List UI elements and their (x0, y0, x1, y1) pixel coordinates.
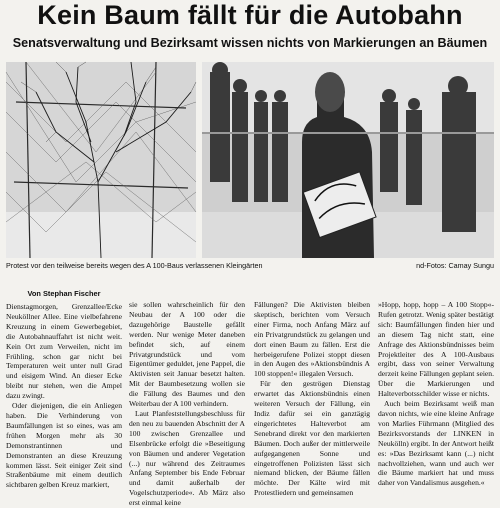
article-column-1 (6, 302, 122, 490)
article-column-4 (378, 300, 494, 488)
paragraph: sie sollen wahrscheinlich für den Neubau der A 100 oder die dazugehörige Baustelle gefällt werden. Nur wenige Meter daneben befindet sich, auf einem Privatgrundstück und vom Eigentümer geduldet, jene Pappel, die Aktivisten seit Januar besetzt halten. Mit der Baumbesetzung wollen sie die Fällung des Baumes und den Weiterbau der A 100 verhindern. (129, 300, 245, 409)
paragraph: Laut Planfeststellungsbeschluss für den neu zu bauenden Abschnitt der A 100 zwischen Grenzallee und Elsenbrücke erfolgt die »Beseitigung von Bäumen und anderer Vegetation (...) nur während des Zeitraumes Anfang September bis Ende Februar und damit außerhalb der Vogelschutzperiode«. Ab März also erst einmal keine (129, 408, 245, 508)
article-headline: Kein Baum fällt für die Autobahn (37, 0, 463, 30)
paragraph: Oder diejenigen, die ein Anliegen haben. Die Verhinderung von Baumfällungen ist so eines, was am frühen Morgen mehr als 30 Demonstrantinnen und Demonstranten an diese Kreuzung kommen lässt. Seit einiger Zeit sind Straßenbäume mit einem deutlich sichtbaren gelben Kreuz markiert, (6, 401, 122, 490)
article-column-2 (129, 300, 245, 508)
paragraph: »Hopp, hopp, hopp – A 100 Stopp«-Rufen getrotzt. Wenig später bestätigt sich: Baumfällungen finden hier und an diesem Tag nicht statt, eine Anfrage des Aktionsbündnisses beim Projektleiter des A 100-Ausbaus ergibt, dass von seiner Verwaltung derzeit keine Fällungen geplant seien. Über die Markierungen und Halteverbotsschilder wisse er nichts. (378, 300, 494, 399)
paragraph: Für den geströgen Dienstag erwartet das Aktionsbündnis einen weiteren Versuch der Fällung, ein Indiz dafür sei ein ganztägig eingerichtetes Halteverbot am Senebrand direkt vor den markierten Bäumen. Doch außer der mittlerweile aufgegangenen Sonne und eingetroffenen Polizisten lässt sich niemand blicken, der Bäume fällen möchte. Der Kälte wird mit Protestliedern und gemeinsamen (254, 379, 370, 498)
photo-credit: nd-Fotos: Camay Sungu (416, 261, 494, 270)
paragraph: Auch beim Bezirksamt weiß man davon nichts, wie eine kleine Anfrage von Marlies Führmann (Mitglied des Bezirksvorstands der LINKEN in Neukölln) ergibt. In der Antwort heißt es: »Das Bezirksamt kann (...) nicht nachvollziehen, wann und auch wer die Bäume markiert hat und muss daher von Vandalismus ausgehen.« (378, 399, 494, 488)
article-byline: Von Stephan Fischer (27, 289, 101, 298)
photo-protesters (202, 62, 494, 258)
photo-caption: Protest vor den teilweise bereits wegen des A 100-Baus verlassenen Kleingärten (6, 261, 263, 270)
paragraph: Dienstagmorgen, Grenzallee/Ecke Neuköllner Allee. Eine vielbefahrene Kreuzung in einem Gewerbegebiet, die Autobahnauffahrt ist nicht weit. Kein Ort zum Verweilen, nicht im Frühling, schon gar nicht bei Temperaturen weit unter null Grad und eisigem Wind. An dieser Ecke bleibt nur stehen, wen die Ampel dazu zwingt. (6, 302, 122, 401)
paragraph: Fällungen? Die Aktivisten bleiben skeptisch, berichten vom Versuch einer Firma, noch Anfang März auf ein Privatgrundstück zu gelangen und dort einen Baum zu fällen. Erst die herbeigerufene Polizei stoppt diesen in den Augen des »Aktionsbündnis A 100 stoppen!« illegalen Versuch. (254, 300, 370, 379)
photo-fence-trees (6, 62, 196, 258)
article-subheadline: Senatsverwaltung und Bezirksamt wissen nichts von Markierungen an Bäumen (12, 36, 488, 50)
article-column-3 (254, 300, 370, 498)
